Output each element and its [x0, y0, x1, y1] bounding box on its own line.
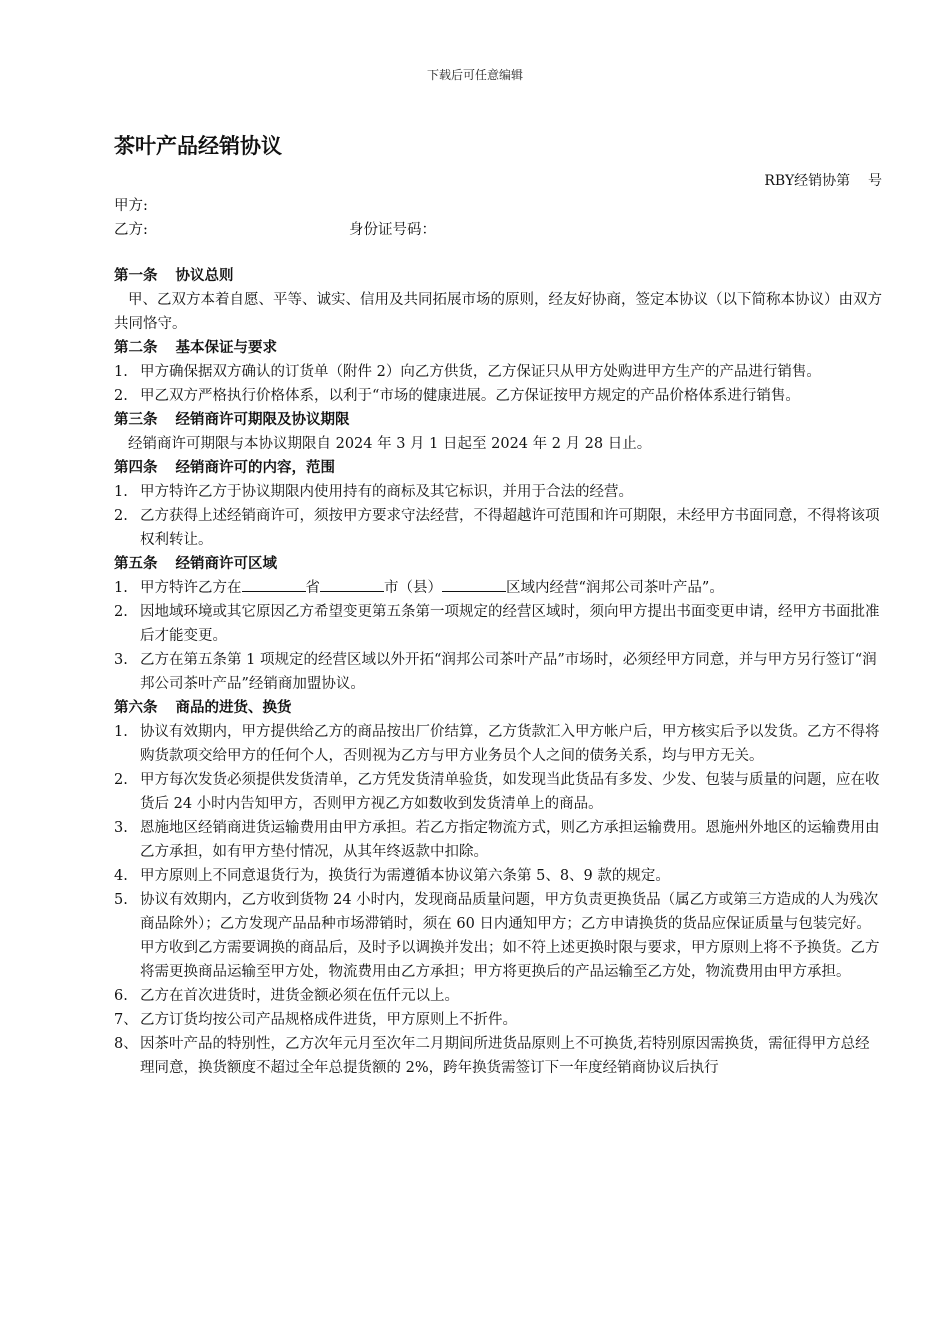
section-heading: 第三条 经销商许可期限及协议期限 — [114, 412, 350, 428]
id-number-label: 身份证号码： — [349, 222, 436, 238]
document-title: 茶叶产品经销协议 — [114, 134, 282, 158]
list-item: 5. 协议有效期内，乙方收到货物 24 小时内，发现商品质量问题，甲方负责更换货品（属乙方或第三方造成的人为残次商品除外）；乙方发现产品品种市场滞销时，须在 60 日内通知甲方；乙方申请换货的货品应保证质量与包装完好。甲方收到乙方需要调换的商品后，及时予以调换并发出；如不符上述更换时限与要求，甲方原则上将不予换货。乙方将需更换商品运输至甲方处，物流费用由乙方承担；甲方将更换后的产品运输至乙方处，物流费用由甲方承担。 — [114, 892, 880, 980]
list-item: 2. 甲乙双方严格执行价格体系，以利于“市场的健康进展。乙方保证按甲方规定的产品价格体系进行销售。 — [114, 388, 800, 404]
party-a-label: 甲方: — [114, 198, 148, 214]
agreement-body — [114, 264, 882, 1080]
blank-line-city — [320, 577, 384, 592]
section-paragraph: 甲、乙双方本着自愿、平等、诚实、信用及共同拓展市场的原则，经友好协商，签定本协议（以下简称本协议）由双方共同恪守。 — [114, 292, 882, 332]
list-item: 3. 恩施地区经销商进货运输费用由甲方承担。若乙方指定物流方式，则乙方承担运输费用。恩施州外地区的运输费用由乙方承担，如有甲方垫付情况，从其年终返款中扣除。 — [114, 820, 880, 860]
section-heading: 第六条 商品的进货、换货 — [114, 700, 292, 716]
list-item: 3. 乙方在第五条第 1 项规定的经营区域以外开拓“润邦公司茶叶产品”市场时，必须经甲方同意，并与甲方另行签订“润邦公司茶叶产品”经销商加盟协议。 — [114, 652, 877, 692]
section-paragraph: 经销商许可期限与本协议期限自 2024 年 3 月 1 日起至 2024 年 2 月 28 日止。 — [128, 436, 652, 452]
list-item: 6. 乙方在首次进货时，进货金额必须在伍仟元以上。 — [114, 988, 459, 1004]
list-item: 1. 甲方特许乙方在 省 市（县） 区域内经营“润邦公司茶叶产品”。 — [114, 576, 882, 600]
section-heading: 第五条 经销商许可区域 — [114, 556, 277, 572]
section-heading: 第四条 经销商许可的内容，范围 — [114, 460, 335, 476]
section-heading: 第二条 基本保证与要求 — [114, 340, 277, 356]
party-b-line — [114, 218, 714, 239]
list-item: 2. 乙方获得上述经销商许可，须按甲方要求守法经营，不得超越许可范围和许可期限，未经甲方书面同意，不得将该项权利转让。 — [114, 508, 880, 548]
section-heading: 第一条 协议总则 — [114, 268, 234, 284]
header-note: 下载后可任意编辑 — [426, 68, 523, 82]
list-item: 2. 因地域环境或其它原因乙方希望变更第五条第一项规定的经营区域时，须向甲方提出书面变更申请，经甲方书面批准后才能变更。 — [114, 604, 880, 644]
party-b-label: 乙方: — [114, 222, 148, 238]
list-item: 1. 甲方确保据双方确认的订货单（附件 2）向乙方供货，乙方保证只从甲方处购进甲方生产的产品进行销售。 — [114, 364, 821, 380]
list-item: 2. 甲方每次发货必须提供发货清单，乙方凭发货清单验货，如发现当此货品有多发、少发、包装与质量的问题，应在收货后 24 小时内告知甲方，否则甲方视乙方如数收到发货清单上的商品。 — [114, 772, 880, 812]
list-item: 7、 乙方订货均按公司产品规格成件进货，甲方原则上不折件。 — [114, 1012, 517, 1028]
list-item: 1. 甲方特许乙方于协议期限内使用持有的商标及其它标识，并用于合法的经营。 — [114, 484, 633, 500]
list-item: 1. 协议有效期内，甲方提供给乙方的商品按出厂价结算，乙方货款汇入甲方帐户后，甲方核实后予以发货。乙方不得将购货款项交给甲方的任何个人，否则视为乙方与甲方业务员个人之间的债务关系，均与甲方无关。 — [114, 724, 880, 764]
list-item: 4. 甲方原则上不同意退货行为，换货行为需遵循本协议第六条第 5、8、9 款的规定。 — [114, 868, 670, 884]
party-a-line — [114, 194, 148, 215]
list-item: 8、 因茶叶产品的特别性，乙方次年元月至次年二月期间所进货品原则上不可换货,若特别原因需换货，需征得甲方总经理同意，换货额度不超过全年总提货额的 2%，跨年换货需签订下一年度经销商协议后执行 — [114, 1036, 870, 1076]
blank-line-district — [442, 577, 506, 592]
document-number: RBY经销协第 号 — [764, 173, 882, 189]
blank-line-province — [242, 577, 306, 592]
